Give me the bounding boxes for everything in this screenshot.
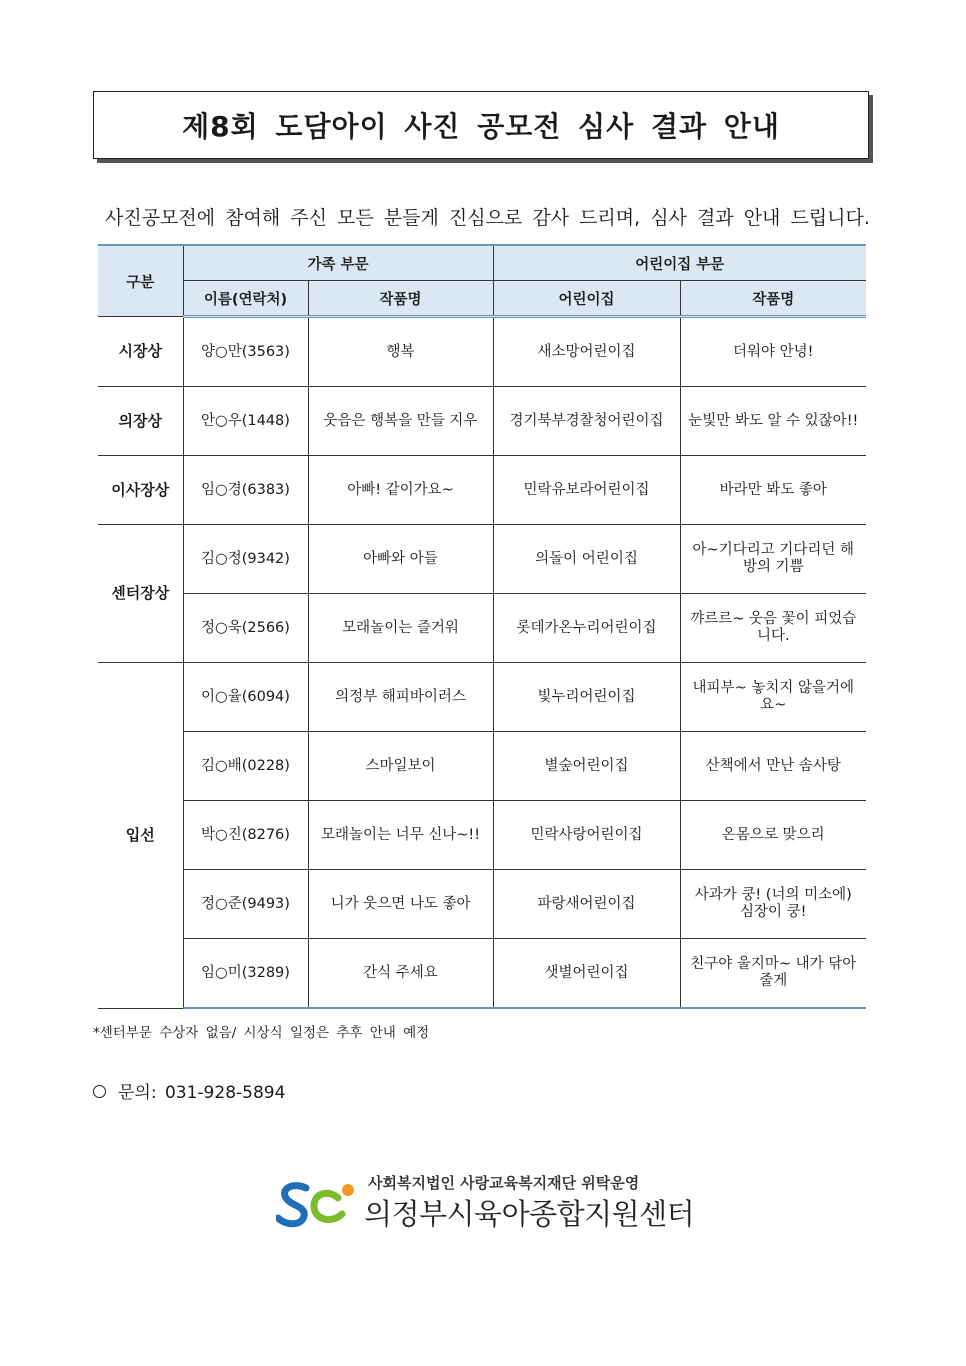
cell-name: 양○만(3563) (183, 317, 308, 387)
title-box (93, 91, 869, 159)
cell-name: 정○준(9493) (183, 870, 308, 939)
award-chairman: 의장상 (98, 387, 183, 456)
table-row (98, 456, 866, 525)
cell-daycare: 별숲어린이집 (493, 732, 680, 801)
award-center: 센터장상 (98, 525, 183, 663)
cell-daycare-work: 사과가 쿵! (너의 미소에) 심장이 쿵! (680, 870, 866, 939)
cell-daycare: 민락유보라어린이집 (493, 456, 680, 525)
logo-name: 의정부시육아종합지원센터 (364, 1197, 695, 1231)
table-row (98, 317, 866, 387)
cell-work: 아빠! 같이가요~ (308, 456, 493, 525)
header-family-section: 가족 부문 (183, 245, 493, 281)
cell-name: 이○율(6094) (183, 663, 308, 732)
center-logo-icon (276, 1176, 362, 1230)
cell-name: 김○배(0228) (183, 732, 308, 801)
intro-text: 사진공모전에 참여해 주신 모든 분들게 진심으로 감사 드리며, 심사 결과 안내 드립니다. (105, 207, 870, 229)
table-row (98, 387, 866, 456)
page-title: 제8회 도담아이 사진 공모전 심사 결과 안내 (182, 110, 780, 143)
table-row (98, 594, 866, 663)
cell-work: 웃음은 행복을 만들 지우 (308, 387, 493, 456)
cell-daycare-work: 내피부~ 놓치지 않을거에요~ (680, 663, 866, 732)
cell-name: 정○욱(2566) (183, 594, 308, 663)
cell-daycare: 파랑새어린이집 (493, 870, 680, 939)
contact-text: 문의: 031-928-5894 (118, 1083, 286, 1103)
footnote: *센터부문 수상자 없음/ 시상식 일정은 추후 안내 예정 (93, 1025, 430, 1041)
logo-subtitle: 사회복지법인 사랑교육복지재단 위탁운영 (368, 1174, 640, 1192)
header-name-contact: 이름(연락처) (183, 281, 308, 317)
header-work-title-2: 작품명 (680, 281, 866, 317)
header-category: 구분 (98, 245, 183, 317)
header-daycare: 어린이집 (493, 281, 680, 317)
cell-work: 의정부 해피바이러스 (308, 663, 493, 732)
cell-daycare: 샛별어린이집 (493, 939, 680, 1009)
cell-name: 임○경(6383) (183, 456, 308, 525)
cell-work: 간식 주세요 (308, 939, 493, 1009)
cell-work: 니가 웃으면 나도 좋아 (308, 870, 493, 939)
cell-daycare-work: 눈빛만 봐도 알 수 있잖아!! (680, 387, 866, 456)
award-selected: 입선 (98, 663, 183, 1009)
table-row (98, 525, 866, 594)
cell-work: 아빠와 아들 (308, 525, 493, 594)
table-row (98, 663, 866, 732)
table-header-row (98, 245, 866, 281)
cell-daycare: 롯데가온누리어린이집 (493, 594, 680, 663)
cell-work: 행복 (308, 317, 493, 387)
award-mayor: 시장상 (98, 317, 183, 387)
cell-daycare: 빛누리어린이집 (493, 663, 680, 732)
cell-daycare-work: 바라만 봐도 좋아 (680, 456, 866, 525)
results-table (98, 244, 866, 1009)
cell-name: 안○우(1448) (183, 387, 308, 456)
cell-daycare: 새소망어린이집 (493, 317, 680, 387)
cell-daycare-work: 온몸으로 맞으리 (680, 801, 866, 870)
cell-name: 김○정(9342) (183, 525, 308, 594)
cell-daycare-work: 꺄르르~ 웃음 꽃이 피었습니다. (680, 594, 866, 663)
cell-name: 임○미(3289) (183, 939, 308, 1009)
cell-name: 박○진(8276) (183, 801, 308, 870)
table-row (98, 732, 866, 801)
award-director: 이사장상 (98, 456, 183, 525)
circle-bullet-icon (93, 1085, 106, 1098)
table-subheader-row (98, 281, 866, 317)
table-row (98, 939, 866, 1009)
cell-daycare-work: 친구야 울지마~ 내가 닦아줄게 (680, 939, 866, 1009)
table-row (98, 870, 866, 939)
header-work-title: 작품명 (308, 281, 493, 317)
cell-daycare-work: 산책에서 만난 솜사탕 (680, 732, 866, 801)
center-logo (276, 1172, 696, 1232)
cell-daycare: 의돌이 어린이집 (493, 525, 680, 594)
cell-work: 스마일보이 (308, 732, 493, 801)
header-daycare-section: 어린이집 부문 (493, 245, 866, 281)
contact-line (93, 1078, 285, 1103)
cell-daycare: 민락사랑어린이집 (493, 801, 680, 870)
table-row (98, 801, 866, 870)
cell-daycare-work: 더워야 안녕! (680, 317, 866, 387)
cell-work: 모래놀이는 너무 신나~!! (308, 801, 493, 870)
cell-daycare-work: 아~기다리고 기다리던 해방의 기쁨 (680, 525, 866, 594)
cell-work: 모래놀이는 즐거워 (308, 594, 493, 663)
cell-daycare: 경기북부경찰청어린이집 (493, 387, 680, 456)
